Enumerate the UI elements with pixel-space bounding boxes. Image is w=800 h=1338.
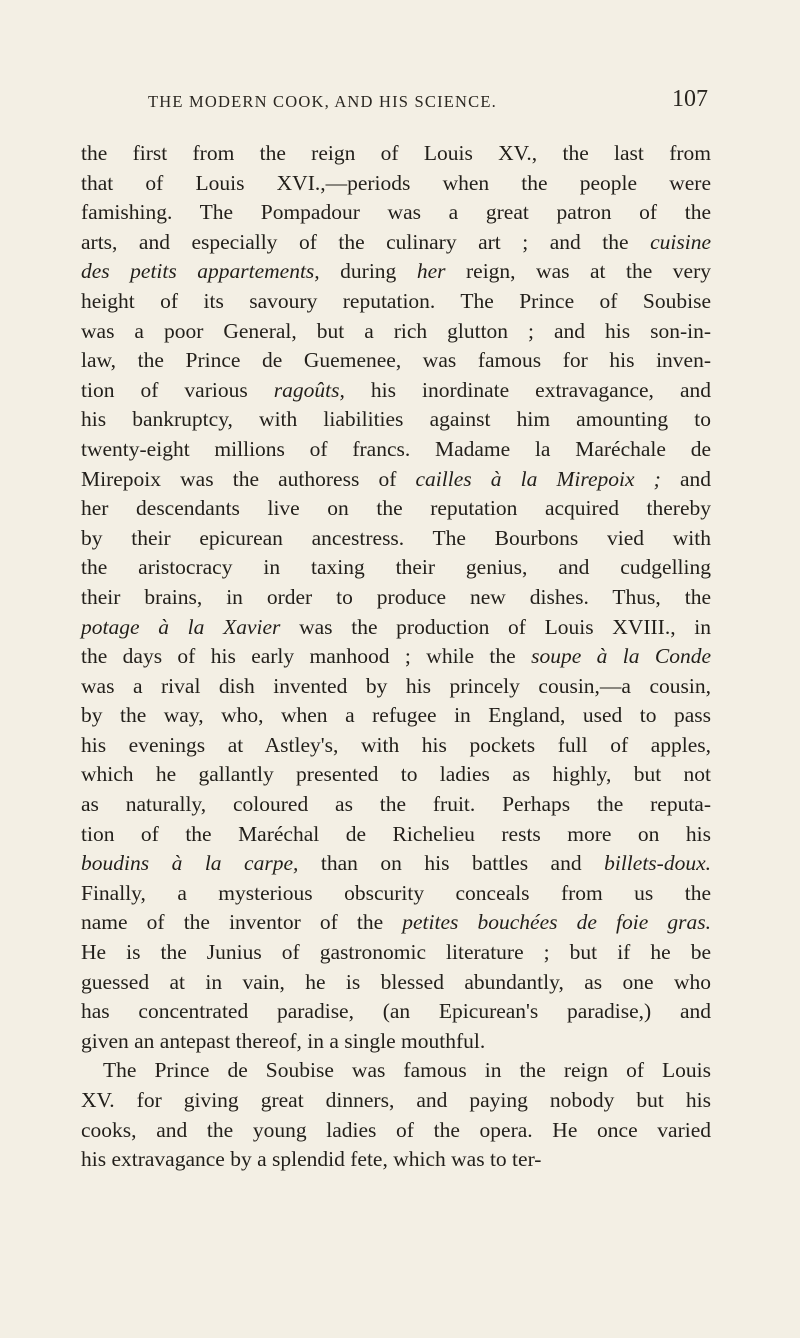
running-title: THE MODERN COOK, AND HIS SCIENCE. <box>148 92 497 111</box>
text-line <box>81 287 711 317</box>
text-run: was a poor General, but a rich glutton ; and his son-in- <box>81 318 711 343</box>
text-line <box>81 1145 711 1175</box>
text-run: his inordinate extravagance, and <box>344 377 711 402</box>
text-run: which he gallantly presented to ladies as highly, but not <box>81 762 711 787</box>
text-run: as naturally, coloured as the fruit. Perhaps the reputa- <box>81 792 711 817</box>
text-line <box>81 169 711 199</box>
italic-text: her <box>416 259 446 284</box>
text-line <box>81 405 711 435</box>
text-line <box>81 435 711 465</box>
text-line <box>81 701 711 731</box>
text-run: the days of his early manhood ; while the <box>81 644 532 669</box>
text-line <box>81 257 711 287</box>
text-line <box>81 938 711 968</box>
text-line <box>81 790 711 820</box>
text-run: was a rival dish invented by his princely cousin,—a cousin, <box>81 673 711 698</box>
text-line <box>81 494 711 524</box>
text-run: name of the inventor of the <box>81 910 403 935</box>
text-run: famishing. The Pompadour was a great patron of the <box>81 200 711 225</box>
text-run: Finally, a mysterious obscurity conceals from us the <box>81 880 711 905</box>
text-run: the first from the reign of Louis XV., the last from <box>81 141 711 165</box>
text-line <box>81 198 711 228</box>
page-header <box>148 86 708 116</box>
text-line <box>81 317 711 347</box>
text-run: Mirepoix was the authoress of <box>81 466 416 491</box>
text-run: her descendants live on the reputation acquired thereby <box>81 496 711 521</box>
text-run: The Prince de Soubise was famous in the reign of Louis <box>103 1058 711 1083</box>
text-line <box>81 613 711 643</box>
italic-text: cuisine <box>650 229 711 254</box>
italic-text: potage à la Xavier <box>81 614 281 639</box>
text-line <box>81 1027 711 1057</box>
text-run: his extravagance by a splendid fete, which was to ter- <box>81 1147 542 1172</box>
text-line <box>81 760 711 790</box>
text-run: tion of various <box>81 377 274 402</box>
text-run: law, the Prince de Guemenee, was famous for his inven- <box>81 348 711 373</box>
text-line <box>81 465 711 495</box>
italic-text: cailles à la Mirepoix ; <box>415 466 661 491</box>
text-line <box>81 731 711 761</box>
text-line <box>81 583 711 613</box>
text-line <box>81 553 711 583</box>
text-run: than on his battles and <box>298 851 605 876</box>
text-line <box>81 228 711 258</box>
text-line <box>81 908 711 938</box>
text-run: his bankruptcy, with liabilities against him amounting to <box>81 407 711 432</box>
text-line <box>81 346 711 376</box>
text-run: and <box>660 466 711 491</box>
text-line <box>81 139 711 169</box>
text-run: by their epicurean ancestress. The Bourbons vied with <box>81 525 711 550</box>
text-line <box>81 997 711 1027</box>
text-line <box>81 849 711 879</box>
body-text <box>81 139 711 1175</box>
italic-text: billets-doux. <box>604 851 711 876</box>
text-run: reign, was at the very <box>445 259 711 284</box>
text-line <box>81 879 711 909</box>
text-line <box>81 1086 711 1116</box>
text-line <box>81 1116 711 1146</box>
text-run: arts, and especially of the culinary art ; and the <box>81 229 651 254</box>
italic-text: soupe à la Conde <box>531 644 711 669</box>
italic-text: petites bouchées de foie gras. <box>402 910 711 935</box>
italic-text: ragoûts, <box>273 377 345 402</box>
text-run: their brains, in order to produce new dishes. Thus, the <box>81 584 711 609</box>
text-line <box>81 376 711 406</box>
text-run: that of Louis XVI.,—periods when the people were <box>81 170 711 195</box>
text-run: given an antepast thereof, in a single mouthful. <box>81 1028 486 1053</box>
text-run: He is the Junius of gastronomic literature ; but if he be <box>81 940 711 965</box>
text-line <box>81 672 711 702</box>
text-run: the aristocracy in taxing their genius, and cudgelling <box>81 555 711 580</box>
text-run: tion of the Maréchal de Richelieu rests more on his <box>81 821 711 846</box>
text-line <box>81 820 711 850</box>
page-number: 107 <box>672 86 708 112</box>
text-run: cooks, and the young ladies of the opera. He once varied <box>81 1117 711 1142</box>
italic-text: des petits appartements, <box>81 259 320 284</box>
text-run: XV. for giving great dinners, and paying nobody but his <box>81 1088 711 1112</box>
text-run: his evenings at Astley's, with his pockets full of apples, <box>81 732 711 757</box>
text-run: by the way, who, when a refugee in England, used to pass <box>81 703 711 728</box>
text-run: height of its savoury reputation. The Prince of Soubise <box>81 288 711 313</box>
text-line <box>81 524 711 554</box>
text-line <box>81 968 711 998</box>
text-run: guessed at in vain, he is blessed abundantly, as one who <box>81 969 711 994</box>
text-line <box>81 1056 711 1086</box>
text-run: was the production of Louis XVIII., in <box>280 614 711 639</box>
italic-text: boudins à la carpe, <box>81 851 299 876</box>
text-run: twenty-eight millions of francs. Madame la Maréchale de <box>81 436 711 461</box>
text-run: during <box>319 259 417 284</box>
text-line <box>81 642 711 672</box>
text-run: has concentrated paradise, (an Epicurean's paradise,) and <box>81 999 711 1024</box>
